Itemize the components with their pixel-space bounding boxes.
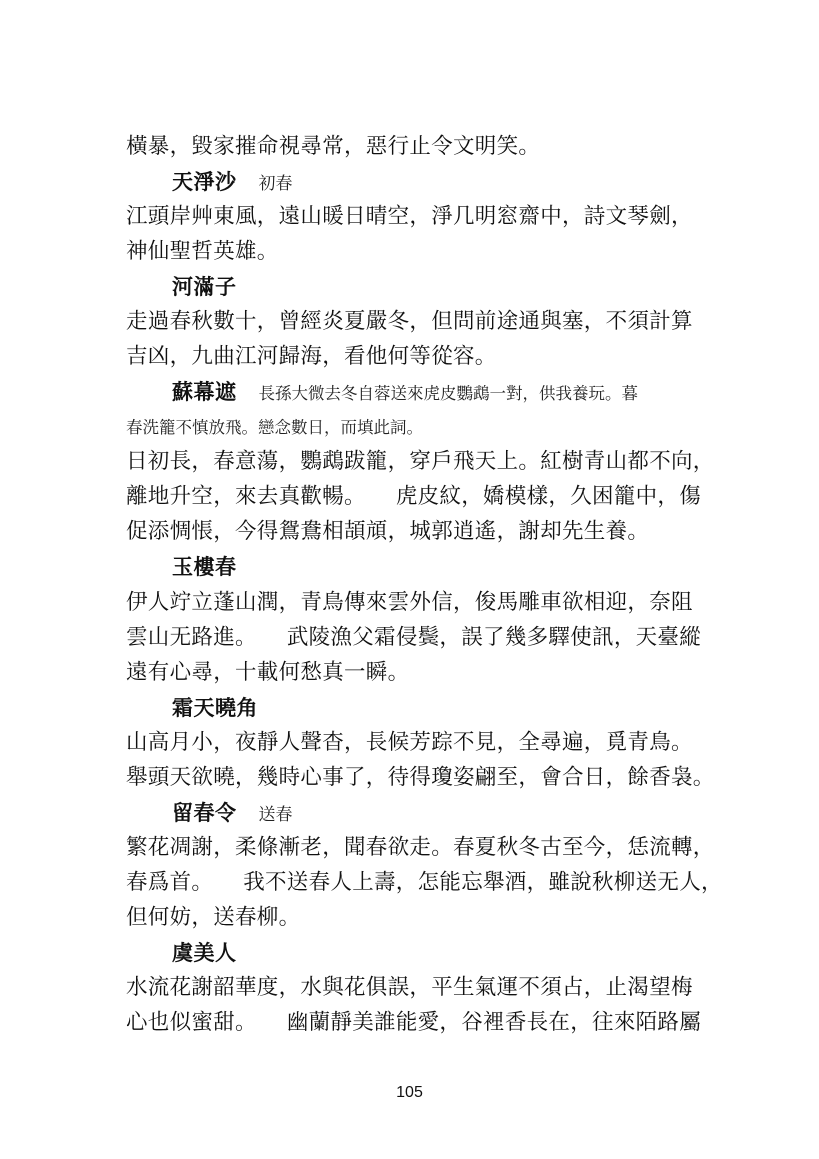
poem-heading-shuangtianxiaojiao [172, 693, 258, 725]
poem-heading-yulouchun [172, 552, 237, 584]
text-line: 促添惆悵，今得鴛鴦相頡頏，城郭逍遙，謝却先生養。 [126, 519, 650, 544]
poem-subtitle: 送春 [258, 805, 293, 825]
poem-title: 天淨沙 [172, 170, 237, 194]
poem-heading-liuchunling [172, 798, 293, 830]
text-line: 江頭岸艸東風，遠山暖日晴空，淨几明窓齋中，詩文琴劍， [126, 204, 693, 229]
text-line: 山高月小，夜靜人聲杳，長候芳踪不見，全尋遍，覓青鳥。 [126, 730, 693, 755]
text-segment: 離地升空，來去真歡暢。 [126, 484, 366, 509]
poem-title: 留春令 [172, 801, 237, 825]
text-line: 走過春秋數十，曾經炎夏嚴冬，但問前途通與塞，不須計算 [126, 309, 693, 334]
text-line: 神仙聖哲英雄。 [126, 239, 279, 264]
poem-heading-heman [172, 272, 237, 304]
poem-title: 玉樓春 [172, 555, 237, 579]
poem-title: 霜天曉角 [172, 696, 258, 720]
text-line [126, 623, 726, 653]
poem-title: 虞美人 [172, 941, 237, 965]
text-line: 水流花謝韶華度，水與花俱誤，平生氣運不須占，止渴望梅 [126, 975, 693, 1000]
poem-heading-yumeiren [172, 938, 237, 970]
text-line [126, 482, 726, 512]
text-segment: 虎皮紋，嬌模樣，久困籠中，傷 [395, 484, 702, 509]
text-line: 吉凶，九曲江河歸海，看他何等從容。 [126, 344, 497, 369]
text-segment: 幽蘭靜美誰能愛，谷裡香長在，往來陌路屬 [286, 1010, 702, 1035]
poem-subtitle: 初春 [258, 174, 293, 194]
text-line: 橫暴，毀家摧命視尋常，惡行止令文明笑。 [126, 134, 541, 159]
poem-preface-continued: 春洗籠不慎放飛。戀念數日，而填此詞。 [126, 418, 423, 437]
page-number: 105 [396, 1084, 423, 1101]
poem-title: 河滿子 [172, 275, 237, 299]
text-line: 舉頭天欲曉，幾時心事了，待得瓊姿翩至，會合日，餘香袅。 [126, 765, 715, 790]
text-line [126, 868, 726, 898]
poem-heading-tianjingsha [172, 167, 293, 199]
poem-heading-sumuzhe [172, 377, 638, 409]
text-segment: 我不送春人上壽，怎能忘舉酒，雖說秋柳送无人， [243, 870, 723, 895]
text-line: 繁花凋謝，柔條漸老，聞春欲走。春夏秋冬古至今，恁流轉， [126, 835, 715, 860]
text-line: 但何妨，送春柳。 [126, 905, 301, 930]
poem-preface: 長孫大微去冬自蓉送來虎皮鸚鵡一對，供我養玩。暮 [258, 384, 638, 403]
poem-title: 蘇幕遮 [172, 380, 237, 404]
text-segment: 心也似蜜甜。 [126, 1010, 257, 1035]
text-segment: 武陵漁父霜侵鬓，誤了幾多驛使訊，天臺縱 [286, 625, 702, 650]
text-line [126, 1008, 726, 1038]
text-line: 伊人竚立蓬山潤，青鳥傳來雲外信，俊馬雕車欲相迎，奈阻 [126, 590, 693, 615]
text-line: 日初長，春意蕩，鸚鵡跋籠，穿戶飛天上。紅樹青山都不向， [126, 449, 715, 474]
text-line: 遠有心尋，十載何愁真一瞬。 [126, 660, 410, 685]
text-segment: 春爲首。 [126, 870, 214, 895]
text-segment: 雲山无路進。 [126, 625, 257, 650]
